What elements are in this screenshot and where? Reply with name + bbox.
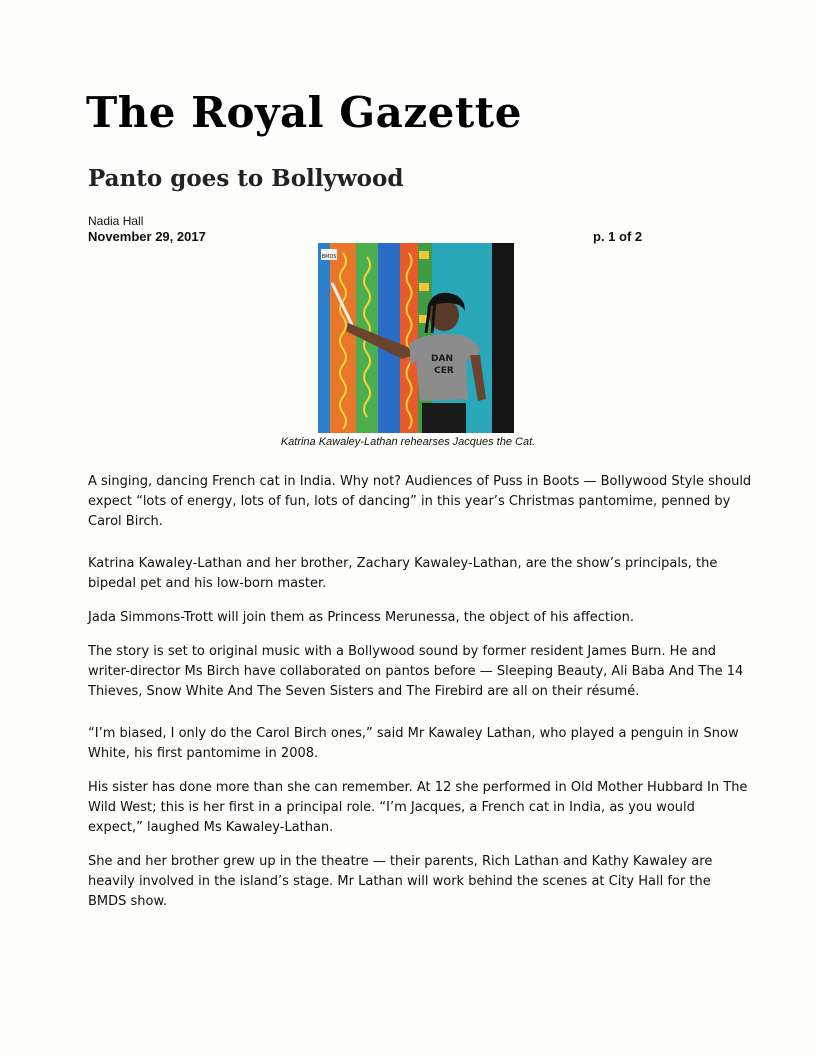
page-number: p. 1 of 2 [593, 229, 643, 244]
photo-sign-text: BMDS [321, 254, 337, 260]
photo-shirt-text: DAN [431, 354, 453, 364]
byline: Nadia Hall [88, 214, 144, 228]
paragraph: A singing, dancing French cat in India. Why not? Audiences of Puss in Boots — Bollywood Style should expect “lots of energy, lots of fun, lots of dancing” in this year’s Christmas pantomime, penned by Carol Birch. [88, 474, 752, 529]
paragraph: His sister has done more than she can remember. At 12 she performed in Old Mother Hubbard In The Wild West; this is her first in a principal role. “I’m Jacques, a French cat in India, as you would expect,” laughed Ms Kawaley-Lathan. [88, 780, 748, 835]
photo-caption: Katrina Kawaley-Lathan rehearses Jacques the Cat. [280, 436, 536, 448]
article-photo [318, 243, 514, 433]
paragraph: Katrina Kawaley-Lathan and her brother, Zachary Kawaley-Lathan, are the show’s principals, the bipedal pet and his low-born master. [88, 556, 718, 591]
article-date: November 29, 2017 [88, 229, 206, 244]
svg-text:CER: CER [434, 366, 454, 376]
paragraph: “I’m biased, I only do the Carol Birch ones,” said Mr Kawaley Lathan, who played a penguin in Snow White, his first pantomime in 2008. [88, 726, 739, 761]
paragraph: Jada Simmons-Trott will join them as Princess Merunessa, the object of his affection. [88, 610, 634, 625]
article-body [88, 472, 752, 926]
paragraph: She and her brother grew up in the theatre — their parents, Rich Lathan and Kathy Kawaley are heavily involved in the island’s stage. Mr Lathan will work behind the scenes at City Hall for the BMDS show. [88, 854, 713, 909]
paragraph: The story is set to original music with a Bollywood sound by former resident James Burn. He and writer-director Ms Birch have collaborated on pantos before — Sleeping Beauty, Ali Baba And The 14 Thieves, Snow White And The Seven Sisters and The Firebird are all on their résumé. [88, 644, 744, 699]
headline: Panto goes to Bollywood [88, 165, 404, 192]
masthead: The Royal Gazette [86, 88, 522, 137]
